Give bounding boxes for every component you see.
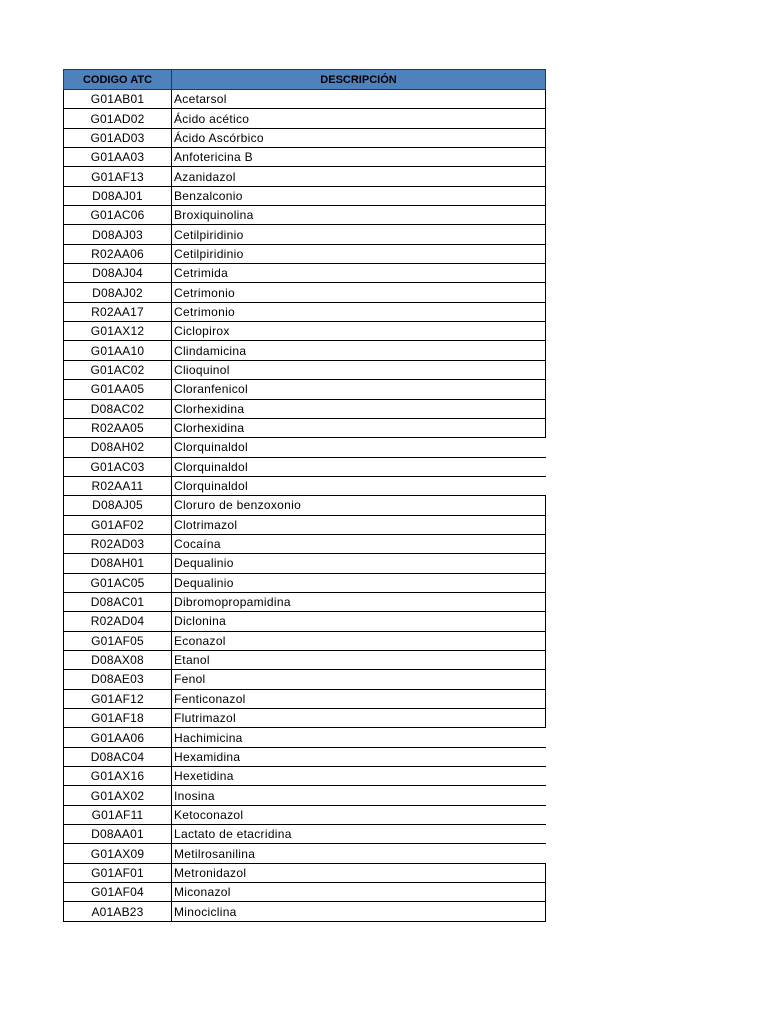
cell-description[interactable]: Cetrimonio [172,283,546,302]
cell-atc-code[interactable]: D08AJ05 [64,496,172,515]
cell-description[interactable]: Minociclina [172,902,546,921]
cell-atc-code[interactable]: G01AC05 [64,573,172,592]
cell-atc-code[interactable]: G01AF02 [64,515,172,534]
cell-description[interactable]: Cloruro de benzoxonio [172,496,546,515]
table-row [64,206,546,225]
cell-atc-code[interactable]: G01AX12 [64,322,172,341]
cell-description[interactable]: Clorquinaldol [172,476,546,495]
cell-description[interactable]: Metilrosanilina [172,844,546,863]
cell-atc-code[interactable]: R02AD03 [64,534,172,553]
cell-atc-code[interactable]: G01AF18 [64,709,172,728]
cell-description[interactable]: Cocaína [172,534,546,553]
cell-description[interactable]: Anfotericina B [172,148,546,167]
cell-description[interactable]: Cetrimonio [172,302,546,321]
table-row [64,322,546,341]
cell-atc-code[interactable]: G01AC02 [64,360,172,379]
cell-description[interactable]: Hexamidina [172,747,546,766]
table-row [64,534,546,553]
cell-description[interactable]: Miconazol [172,883,546,902]
cell-description[interactable]: Fenticonazol [172,689,546,708]
table-row [64,244,546,263]
table-row [64,689,546,708]
table-row [64,902,546,921]
cell-description[interactable]: Cloranfenicol [172,380,546,399]
cell-description[interactable]: Hexetidina [172,767,546,786]
cell-description[interactable]: Acetarsol [172,90,546,109]
table-row [64,883,546,902]
cell-atc-code[interactable]: G01AB01 [64,90,172,109]
cell-atc-code[interactable]: D08AE03 [64,670,172,689]
cell-description[interactable]: Dibromopropamidina [172,592,546,611]
cell-atc-code[interactable]: R02AA17 [64,302,172,321]
table-row [64,670,546,689]
cell-atc-code[interactable]: G01AF13 [64,167,172,186]
table-row [64,418,546,437]
cell-atc-code[interactable]: G01AD02 [64,109,172,128]
cell-atc-code[interactable]: A01AB23 [64,902,172,921]
cell-description[interactable]: Clorhexidina [172,418,546,437]
cell-atc-code[interactable]: G01AC03 [64,457,172,476]
cell-description[interactable]: Fenol [172,670,546,689]
cell-description[interactable]: Ciclopirox [172,322,546,341]
cell-atc-code[interactable]: G01AA06 [64,728,172,747]
table-row [64,399,546,418]
cell-atc-code[interactable]: G01AA03 [64,148,172,167]
cell-atc-code[interactable]: G01AA05 [64,380,172,399]
cell-atc-code[interactable]: G01AF12 [64,689,172,708]
cell-atc-code[interactable]: G01AX02 [64,786,172,805]
cell-description[interactable]: Cetilpiridinio [172,225,546,244]
cell-atc-code[interactable]: G01AF04 [64,883,172,902]
table-row [64,747,546,766]
cell-atc-code[interactable]: G01AF05 [64,631,172,650]
table-row [64,709,546,728]
cell-description[interactable]: Ácido acético [172,109,546,128]
cell-description[interactable]: Cetilpiridinio [172,244,546,263]
table-body [64,90,546,922]
cell-description[interactable]: Dequalinio [172,554,546,573]
cell-atc-code[interactable]: D08AX08 [64,650,172,669]
table-row [64,109,546,128]
table-row [64,573,546,592]
cell-description[interactable]: Ácido Ascórbico [172,128,546,147]
header-row [64,70,546,90]
table-row [64,496,546,515]
cell-description[interactable]: Ketoconazol [172,805,546,824]
cell-atc-code[interactable]: D08AJ04 [64,264,172,283]
cell-description[interactable]: Diclonina [172,612,546,631]
cell-atc-code[interactable]: D08AC02 [64,399,172,418]
table-row [64,786,546,805]
cell-atc-code[interactable]: D08AH01 [64,554,172,573]
table-row [64,128,546,147]
cell-description[interactable]: Clindamicina [172,341,546,360]
cell-description[interactable]: Lactato de etacridina [172,825,546,844]
cell-atc-code[interactable]: G01AC06 [64,206,172,225]
table-row [64,650,546,669]
cell-atc-code[interactable]: D08AH02 [64,438,172,457]
table-row [64,264,546,283]
cell-description[interactable]: Clotrimazol [172,515,546,534]
cell-atc-code[interactable]: D08AJ03 [64,225,172,244]
atc-code-table [63,69,546,922]
table-row [64,380,546,399]
table-row [64,457,546,476]
cell-description[interactable]: Flutrimazol [172,709,546,728]
cell-atc-code[interactable]: G01AF01 [64,863,172,882]
cell-description[interactable]: Clorquinaldol [172,457,546,476]
table-row [64,631,546,650]
table-row [64,728,546,747]
cell-description[interactable]: Econazol [172,631,546,650]
header-description[interactable]: DESCRIPCIÓN [172,70,546,90]
table-row [64,476,546,495]
cell-description[interactable]: Cetrimida [172,264,546,283]
table-row [64,825,546,844]
header-code[interactable]: CODIGO ATC [64,70,172,90]
cell-atc-code[interactable]: R02AA11 [64,476,172,495]
cell-atc-code[interactable]: G01AX16 [64,767,172,786]
table-row [64,592,546,611]
cell-description[interactable]: Benzalconio [172,186,546,205]
cell-description[interactable]: Broxiquinolina [172,206,546,225]
cell-description[interactable]: Clorhexidina [172,399,546,418]
cell-atc-code[interactable]: G01AA10 [64,341,172,360]
table-row [64,302,546,321]
cell-atc-code[interactable]: R02AA05 [64,418,172,437]
cell-description[interactable]: Etanol [172,650,546,669]
cell-description[interactable]: Dequalinio [172,573,546,592]
table-row [64,148,546,167]
table-row [64,360,546,379]
cell-atc-code[interactable]: D08AC01 [64,592,172,611]
cell-atc-code[interactable]: R02AA06 [64,244,172,263]
table-row [64,863,546,882]
cell-description[interactable]: Clorquinaldol [172,438,546,457]
cell-description[interactable]: Clioquinol [172,360,546,379]
cell-atc-code[interactable]: G01AF11 [64,805,172,824]
cell-description[interactable]: Metronidazol [172,863,546,882]
spreadsheet-sheet [63,69,545,922]
cell-atc-code[interactable]: D08AJ01 [64,186,172,205]
table-row [64,225,546,244]
table-row [64,341,546,360]
table-row [64,283,546,302]
table-row [64,844,546,863]
cell-atc-code[interactable]: D08AC04 [64,747,172,766]
cell-description[interactable]: Inosina [172,786,546,805]
cell-atc-code[interactable]: G01AX09 [64,844,172,863]
cell-atc-code[interactable]: G01AD03 [64,128,172,147]
table-row [64,554,546,573]
cell-atc-code[interactable]: D08AJ02 [64,283,172,302]
cell-atc-code[interactable]: R02AD04 [64,612,172,631]
table-row [64,186,546,205]
cell-atc-code[interactable]: D08AA01 [64,825,172,844]
table-row [64,167,546,186]
cell-description[interactable]: Azanidazol [172,167,546,186]
table-row [64,438,546,457]
table-row [64,90,546,109]
table-row [64,805,546,824]
table-row [64,767,546,786]
cell-description[interactable]: Hachimicina [172,728,546,747]
table-row [64,612,546,631]
table-row [64,515,546,534]
